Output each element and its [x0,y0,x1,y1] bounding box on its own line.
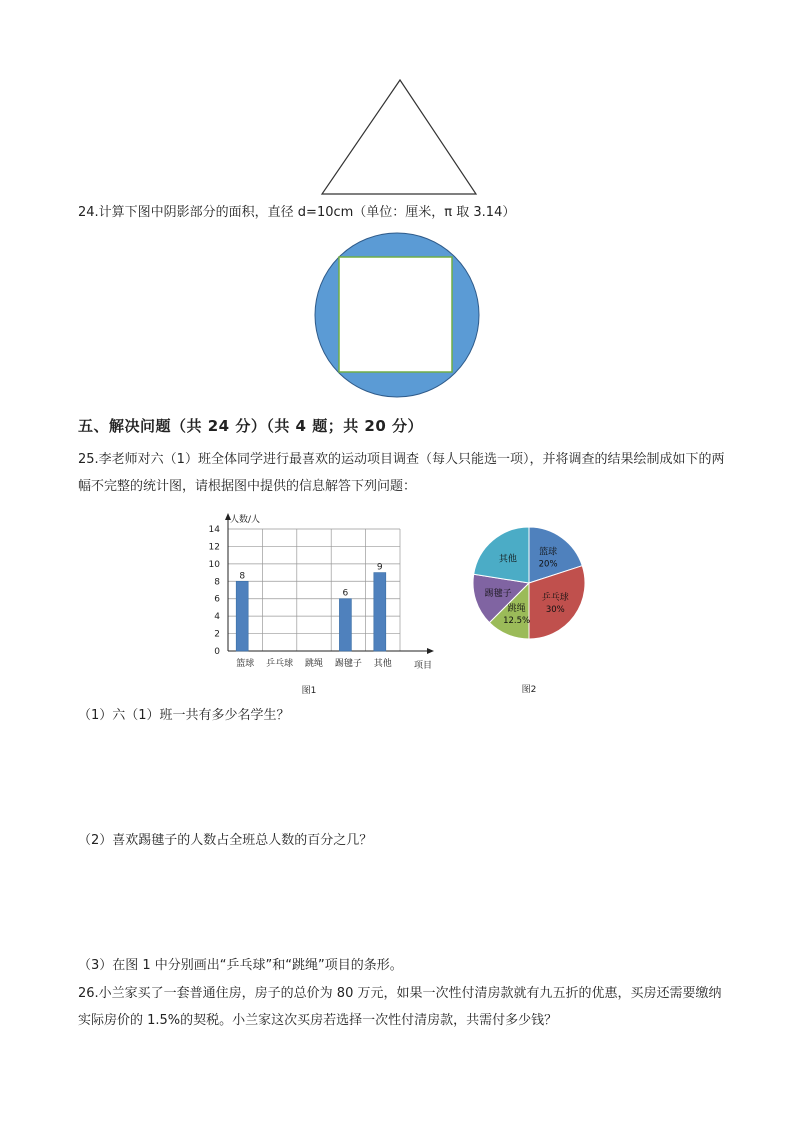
y-tick-label: 6 [214,594,220,605]
y-tick-label: 14 [208,525,220,535]
pie-slice-name: 其他 [498,554,517,565]
pie-slice-name: 篮球 [539,547,558,558]
x-tick-label: 乒乓球 [266,659,294,669]
pie-chart [462,520,602,702]
pie-slice-name: 乒乓球 [541,593,569,604]
pie-slice-percent: 20% [538,559,558,570]
q25-intro: 25.李老师对六（1）班全体同学进行最喜欢的运动项目调查（每人只能选一项），并将调查的结果绘制成如下的两幅不完整的统计图，请根据图中提供的信息解答下列问题： [78,452,725,494]
x-tick-label: 篮球 [236,659,255,669]
chart-caption: 图2 [521,685,537,695]
pie-slice-name: 踢毽子 [484,589,512,600]
q25-sub1: （1）六（1）班一共有多少名学生？ [78,708,290,723]
x-tick-label: 踢毽子 [334,659,362,669]
y-tick-label: 12 [208,542,220,553]
data-label: 8 [239,571,246,582]
y-tick-label: 8 [214,577,220,588]
triangle-figure [318,76,480,196]
y-tick-label: 4 [214,612,220,623]
q25-sub2: （2）喜欢踢毽子的人数占全班总人数的百分之几？ [78,833,373,848]
section5-title: 五、解决问题（共 24 分）（共 4 题；共 20 分） [78,417,424,435]
circle-square-figure [312,230,484,402]
x-tick-label: 跳绳 [304,659,324,669]
bar-chart [195,510,445,702]
data-label: 6 [342,588,349,599]
q25-sub3: （3）在图 1 中分别画出“乒乓球”和“跳绳”项目的条形。 [78,958,403,973]
data-label: 9 [376,562,383,573]
y-tick-label: 2 [214,629,220,640]
y-tick-label: 0 [214,647,220,657]
pie-slice-name: 跳绳 [507,604,526,615]
bar-篮球 [236,581,248,651]
bar-其他 [374,573,386,651]
y-axis-label: 人数/人 [230,515,261,525]
pie-slice-percent: 30% [545,605,565,616]
inscribed-square [339,257,452,372]
x-axis-arrow [427,648,434,654]
x-axis-label: 项目 [414,661,433,671]
bar-踢毽子 [339,599,351,651]
chart-caption: 图1 [301,686,317,696]
q24-text: 24.计算下图中阴影部分的面积，直径 d=10cm（单位：厘米，π 取 3.14） [78,205,516,220]
x-tick-label: 其他 [373,659,392,669]
triangle-shape [322,80,476,194]
q26-text: 26.小兰家买了一套普通住房，房子的总价为 80 万元，如果一次性付清房款就有九五折的优惠，买房还需要缴纳实际房价的 1.5%的契税。小兰家这次买房若选择一次性付清房款，共需付多少钱？ [78,986,722,1028]
y-tick-label: 10 [208,559,220,570]
pie-slice-percent: 12.5% [503,616,531,627]
